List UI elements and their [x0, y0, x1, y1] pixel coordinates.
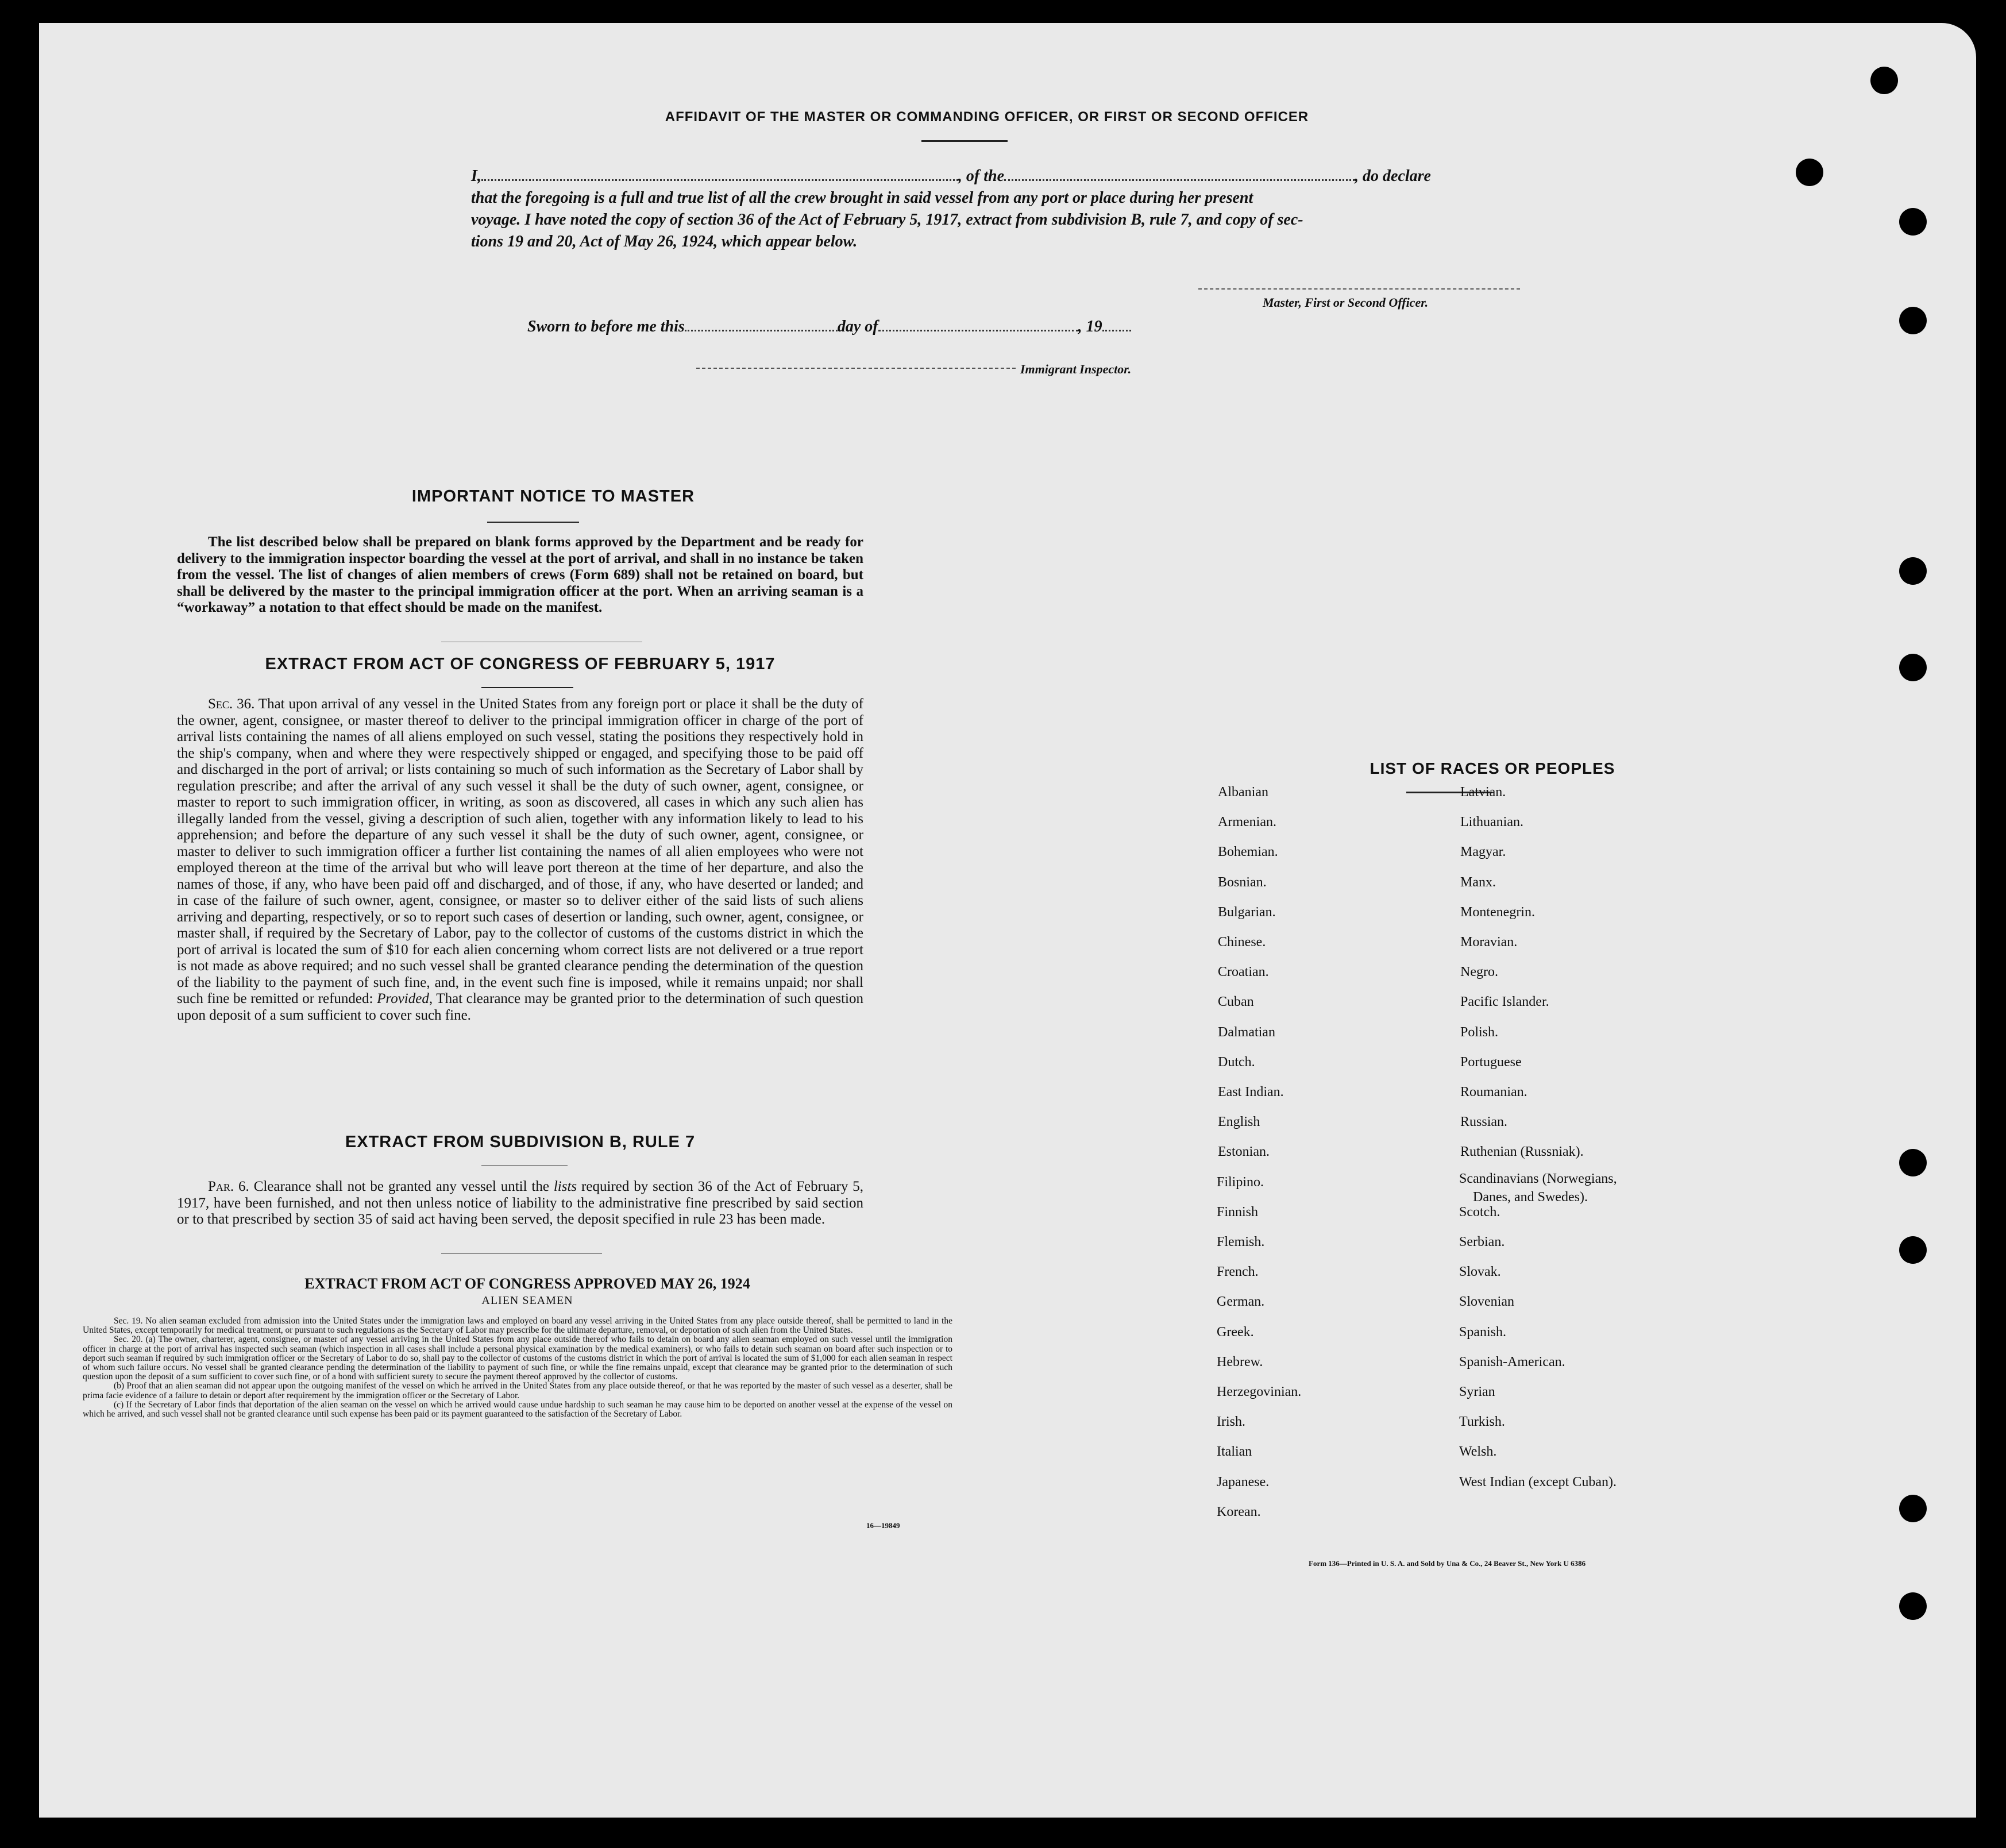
inspector-signature-line[interactable]: [696, 368, 1016, 369]
sworn-year-blank[interactable]: [1102, 317, 1131, 331]
race-item: Magyar.: [1460, 844, 1506, 860]
form-note: Form 136—Printed in U. S. A. and Sold by Una & Co., 24 Beaver St., New York U 6386: [1309, 1559, 1586, 1568]
race-item: Danes, and Swedes).: [1473, 1189, 1588, 1205]
race-item: Pacific Islander.: [1460, 994, 1549, 1010]
declaration-line-3: voyage. I have noted the copy of section 36 of the Act of February 5, 1917, extract from subdivision B, rule 7, and copy of sec-: [471, 211, 1303, 229]
binder-hole: [1899, 1592, 1927, 1620]
race-item: Bulgarian.: [1218, 904, 1276, 920]
vessel-blank[interactable]: [1004, 167, 1355, 181]
races-title: LIST OF RACES OR PEOPLES: [1370, 759, 1615, 777]
race-item: Russian.: [1460, 1114, 1508, 1130]
race-item: Lithuanian.: [1460, 815, 1523, 830]
race-item: Hebrew.: [1217, 1354, 1263, 1369]
par-6-label: Par. 6.: [208, 1179, 249, 1194]
race-item: Serbian.: [1459, 1234, 1505, 1249]
rule7-rule: [481, 1165, 568, 1166]
extract-1917-text: [177, 696, 863, 1024]
sworn-before: Sworn to before me this: [527, 318, 685, 335]
sec-20c-text: (c) If the Secretary of Labor finds that deportation of the alien seaman on the vessel on which he arrived would cause undue hardship to such seaman he may cause him to be deported on another vessel at the expense of the vessel on which he arrived, and such vessel shall not be granted clearance until such expense has been paid or its payment guaranteed to the satisfaction of the Secretary of Labor.: [83, 1399, 952, 1419]
race-item: Flemish.: [1217, 1234, 1265, 1249]
binder-hole: [1899, 1149, 1927, 1176]
race-item: Bohemian.: [1218, 844, 1278, 860]
race-item: Finnish: [1217, 1204, 1259, 1220]
proviso-label: Provided,: [377, 991, 433, 1006]
binder-hole: [1899, 208, 1927, 236]
declaration-line-2: that the foregoing is a full and true list of all the crew brought in said vessel from any port or place during her present: [471, 189, 1253, 207]
race-item: Scandinavians (Norwegians,: [1459, 1171, 1617, 1186]
race-item: Manx.: [1460, 874, 1496, 890]
race-item: Korean.: [1217, 1504, 1261, 1519]
race-item: Herzegovinian.: [1217, 1384, 1302, 1399]
declaration-do-declare: , do declare: [1355, 167, 1431, 185]
binder-hole: [1899, 1236, 1927, 1264]
sec-36-label: Sec. 36.: [208, 696, 255, 712]
race-item: Estonian.: [1218, 1144, 1270, 1160]
declaration-i: I,: [471, 167, 481, 185]
race-item: Latvian.: [1460, 785, 1506, 800]
race-item: Montenegrin.: [1460, 904, 1535, 920]
sec-20a-text: Sec. 20. (a) The owner, charterer, agent, consignee, or master of any vessel arriving in the United States from any place outside thereof who fails to detain on board any alien seaman employed on such vessel until the immigration officer in charge at the port of arrival has inspected such seaman (which inspection in all cases shall include a personal physical examination by the medical examiners), or who fails to detain such seaman on board after such inspection or to deport such seaman if required by such immigration officer or the Secretary of Labor to do so, shall pay to the collector of customs of the customs district in which the port of arrival is located the sum of $1,000 for each alien seaman in respect of whom such failure occurs. No vessel shall be granted clearance pending the determination of the liability to payment of such fine, or while the fine remains unpaid, except that clearance may be granted prior to the determination of such question upon the deposit of a sum sufficient to cover such fine, or of a bond with sufficient surety to secure the payment thereof approved by the collector of customs.: [83, 1334, 952, 1382]
sec-36-body: That upon arrival of any vessel in the United States from any foreign port or place it shall be the duty of the owner, agent, consignee, or master thereof to deliver to the principal immigration officer in charge of the port of arrival lists containing the names of all aliens employed on such vessel, stating the positions they respectively hold in the ship's company, when and where they were respectively shipped or engaged, and specifying those to be paid off and discharged in the port of arrival; or lists containing so much of such information as the Secretary of Labor shall by regulation prescribe; and after the arrival of any such vessel it shall be the duty of such owner, agent, consignee, or master to report to such immigration officer, in writing, as soon as discovered, all cases in which any such alien has illegally landed from the vessel, giving a description of such alien, together with any information likely to lead to his apprehension; and before the departure of any such vessel it shall be the duty of such owner, agent, consignee, or master to deliver to such immigration officer a further list containing the names of all alien employees who were not employed thereon at the time of the arrival but who will leave port thereon at the time of her departure, and also the names of those, if any, who have been paid off and discharged, and of those, if any, who have deserted or landed; and in case of the failure of such owner, agent, consignee, or master so to deliver either of the said lists of such aliens arriving and departing, respectively, or so to report such cases of desertion or landing, such owner, agent, consignee, or master shall, if required by the Secretary of Labor, pay to the collector of customs of the customs district in which the port of arrival is located the sum of $10 for each alien concerning whom correct lists are not delivered or a true report is not made as above required; and no such vessel shall be granted clearance pending the determination of the question of the liability to the payment of such fine, and, in the event such fine is imposed, while it remains unpaid; nor shall such fine be remitted or refunded:: [177, 696, 864, 1006]
sec-20b-text: (b) Proof that an alien seaman did not appear upon the outgoing manifest of the vessel on which he arrived in the United States from any place outside thereof, or that he was reported by the master of such vessel as a deserter, shall be prima facie evidence of a failure to detain or deport after requirement by the immigration officer or the Secretary of Labor.: [83, 1381, 952, 1401]
race-item: Negro.: [1460, 964, 1498, 980]
race-item: Welsh.: [1459, 1444, 1497, 1460]
sworn-day-of: day of: [837, 318, 878, 335]
race-item: Dutch.: [1218, 1054, 1255, 1070]
race-item: East Indian.: [1218, 1085, 1284, 1099]
par-6-text-a: Clearance shall not be granted any vessel until the: [253, 1179, 549, 1194]
affidavit-title-rule: [921, 140, 1008, 142]
race-item: Polish.: [1460, 1024, 1499, 1040]
sworn-day-blank[interactable]: [685, 317, 838, 331]
race-item: French.: [1217, 1264, 1259, 1280]
affidavit-title: AFFIDAVIT OF THE MASTER OR COMMANDING OFFICER, OR FIRST OR SECOND OFFICER: [665, 109, 1309, 125]
master-signature-line[interactable]: [1198, 288, 1520, 290]
race-item: Cuban: [1218, 994, 1254, 1010]
master-signature-label: Master, First or Second Officer.: [1263, 295, 1429, 310]
binder-hole: [1899, 557, 1927, 585]
race-item: Roumanian.: [1460, 1085, 1527, 1099]
sworn-year: , 19: [1078, 318, 1102, 335]
notice-text: The list described below shall be prepared on blank forms approved by the Department and be ready for delivery to the immigration inspector boarding the vessel at the port of arrival, and shall in no instance be taken from the vessel. The list of changes of alien members of crews (Form 689) shall not be retained on board, but shall be delivered by the master to the principal immigration officer at the port. When an arriving seaman is a “workaway” a notation to that effect should be made on the manifest.: [177, 534, 863, 615]
race-item: Chinese.: [1218, 935, 1266, 950]
race-item: English: [1218, 1114, 1260, 1130]
race-item: Scotch.: [1459, 1204, 1500, 1220]
binder-hole: [1796, 159, 1823, 186]
print-code: 16—19849: [866, 1521, 900, 1530]
race-item: Spanish-American.: [1459, 1354, 1565, 1369]
declaration-of-the: , of the: [958, 167, 1005, 185]
sec-19-text: Sec. 19. No alien seaman excluded from admission into the United States under the immigration laws and employed on board any vessel arriving in the United States from any place outside thereof, shall be permitted to land in the United States, except temporarily for medical treatment, or pursuant to such regulations as the Secretary of Labor may prescribe for the ultimate departure, removal, or deportation of such alien from the United States.: [83, 1316, 952, 1336]
name-blank[interactable]: [481, 167, 958, 181]
rule7-text: [177, 1179, 863, 1228]
race-item: West Indian (except Cuban).: [1459, 1474, 1617, 1490]
form-sheet: [39, 23, 1976, 1818]
race-item: Syrian: [1459, 1384, 1495, 1399]
race-item: Dalmatian: [1218, 1024, 1275, 1040]
inspector-signature-label: Immigrant Inspector.: [1020, 362, 1132, 376]
binder-hole: [1899, 1495, 1927, 1522]
sworn-month-blank[interactable]: [878, 317, 1078, 331]
race-item: Slovenian: [1459, 1294, 1514, 1310]
rule7-title: EXTRACT FROM SUBDIVISION B, RULE 7: [345, 1133, 696, 1151]
declaration-line-4: tions 19 and 20, Act of May 26, 1924, which appear below.: [471, 233, 858, 250]
race-item: Croatian.: [1218, 964, 1269, 980]
binder-hole: [1899, 307, 1927, 334]
race-item: Japanese.: [1217, 1474, 1270, 1490]
race-item: Moravian.: [1460, 935, 1518, 950]
race-item: German.: [1217, 1294, 1265, 1310]
par-6-text-b: required by section 36 of the Act of February 5, 1917, have been furnished, and not then unless notice of liability to the administrative fine prescribed by said section or to that prescribed by section 35 of said act having been served, the deposit specified in rule 23 has been made.: [177, 1179, 863, 1227]
par-6-lists: lists: [553, 1179, 577, 1194]
notice-title: IMPORTANT NOTICE TO MASTER: [411, 487, 695, 506]
race-item: Bosnian.: [1218, 874, 1267, 890]
declaration-line-1: [471, 165, 1551, 187]
race-item: Armenian.: [1218, 815, 1276, 830]
rule7-divider: [441, 1253, 602, 1254]
race-item: Filipino.: [1217, 1174, 1264, 1190]
binder-hole: [1899, 654, 1927, 681]
act-1924-text: [83, 1317, 952, 1419]
extract-1917-rule: [481, 687, 573, 688]
race-item: Albanian: [1218, 785, 1268, 800]
race-item: Ruthenian (Russniak).: [1460, 1144, 1584, 1160]
race-item: Italian: [1217, 1444, 1252, 1460]
affidavit-declaration: [471, 165, 1551, 253]
proviso-body: That clearance may be granted prior to the determination of such question upon deposit of a sum sufficient to cover such fine.: [177, 991, 864, 1023]
act-1924-title: EXTRACT FROM ACT OF CONGRESS APPROVED MAY 26, 1924: [304, 1275, 750, 1292]
sworn-line: [527, 317, 1274, 336]
race-item: Spanish.: [1459, 1324, 1507, 1340]
extract-1917-title: EXTRACT FROM ACT OF CONGRESS OF FEBRUARY 5, 1917: [265, 655, 776, 673]
race-item: Slovak.: [1459, 1264, 1501, 1280]
notice-title-rule: [487, 522, 579, 523]
race-item: Portuguese: [1460, 1054, 1522, 1070]
binder-hole: [1870, 67, 1898, 94]
act-1924-subtitle: ALIEN SEAMEN: [481, 1294, 573, 1307]
race-item: Irish.: [1217, 1414, 1245, 1430]
race-item: Greek.: [1217, 1324, 1254, 1340]
race-item: Turkish.: [1459, 1414, 1505, 1430]
